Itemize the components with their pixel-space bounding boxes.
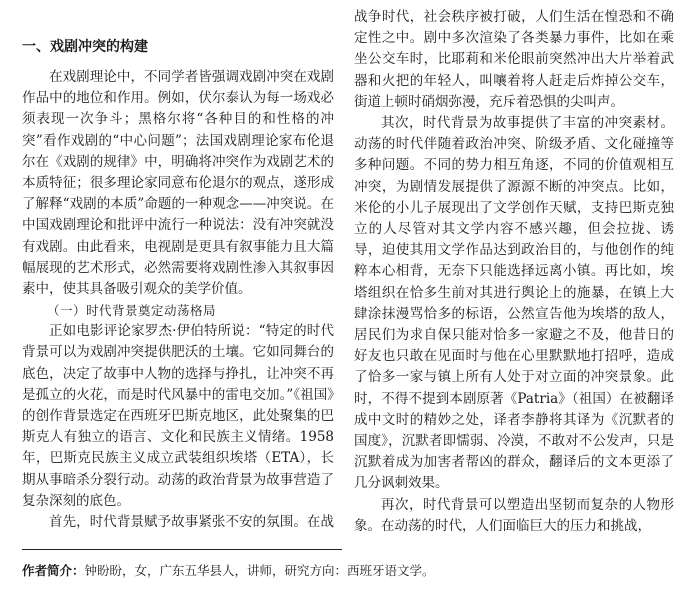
footnote-divider [22, 549, 342, 550]
section-intro-paragraph: 在戏剧理论中，不同学者皆强调戏剧冲突在戏剧作品中的地位和作用。例如，伏尔泰认为每一场戏必须表现一次争斗；黑格尔将“各种目的和性格的冲突”看作戏剧的“中心问题”；法国戏剧理论家布伦退尔在《戏剧的规律》中，明确将冲突作为戏剧艺术的本质特征；很多理论家同意布伦退尔的观点，遂形成了解释“戏剧的本质”命题的一种观念——冲突说。在中国戏剧理论和批评中流行一种说法：没有冲突就没有戏剧。由此看来，电视剧是更具有叙事能力且大篇幅展现的艺术形式，必然需要将戏剧性渗入其叙事因素中，使其具备吸引观众的美学价值。 [22, 69, 334, 298]
subsection-paragraph-2: 首先，时代背景赋予故事紧张不安的氛围。在战 [49, 514, 334, 531]
right-column [354, 0, 674, 537]
footnote-label: 作者简介： [22, 563, 85, 578]
footnote-text: 钟盼盼，女，广东五华县人，讲师，研究方向：西班牙语文学。 [84, 563, 435, 578]
section-heading: 一、戏剧冲突的构建 [22, 39, 148, 55]
subsection-heading: （一）时代背景奠定动荡格局 [47, 303, 217, 319]
subsection-paragraph-3: 其次，时代背景为故事提供了丰富的冲突素材。动荡的时代伴随着政治冲突、阶级矛盾、文化碰撞等多种问题。不同的势力相互角逐，不同的价值观相互冲突，为剧情发展提供了源源不断的冲突点。比如，米伦的小儿子展现出了文学创作天赋，支持巴斯克独立的人尽管对其文学内容不感兴趣，但会拉拢、诱导，迫使其用文学作品达到政治目的，与他创作的纯粹本心相背，无奈下只能选择远离小镇。再比如，埃塔组织在恰多生前对其进行舆论上的施暴，在镇上大肆涂抹漫骂恰多的标语，公然宣告他为埃塔的敌人，居民们为求自保只能对恰多一家避之不及，他昔日的好友也只敢在见面时与他在心里默默地打招呼，造成了恰多一家与镇上所有人处于对立面的冲突景象。此时，不得不提到本剧原著《Patria》（祖国）在被翻译成中文时的精妙之处，译者李静将其译为《沉默者的国度》，沉默者即懦弱、冷漠，不敢对不公发声，只是沉默着成为加害者帮凶的群众，翻译后的文本更添了几分讽刺效果。 [354, 115, 674, 492]
subsection-paragraph-1: 正如电影评论家罗杰·伊伯特所说：“特定的时代背景可以为戏剧冲突提供肥沃的土壤。它如同舞台的底色，决定了故事中人物的选择与挣扎，让冲突不再是孤立的火花，而是时代风暴中的雷电交加。”《祖国》的创作背景选定在西班牙巴斯克地区，此处聚集的巴斯克人有独立的语言、文化和民族主义情绪。1958年，巴斯克民族主义成立武装组织埃塔（ETA），长期从事暗杀分裂行动。动荡的政治背景为故事营造了复杂深刻的底色。 [22, 323, 334, 509]
subsection-paragraph-4: 再次，时代背景可以塑造出坚韧而复杂的人物形象。在动荡的时代，人们面临巨大的压力和挑战， [354, 496, 674, 534]
left-column [22, 0, 334, 533]
author-footnote [22, 562, 682, 580]
paragraph-2-continued: 战争时代，社会秩序被打破，人们生活在惶恐和不确定性之中。剧中多次渲染了各类暴力事件，比如在乘坐公交车时，比耶莉和米伦眼前突然冲出大片举着武器和火把的年轻人，叫嚷着将人赶走后炸掉公交车，街道上顿时硝烟弥漫，充斥着恐惧的尖叫声。 [354, 9, 674, 110]
